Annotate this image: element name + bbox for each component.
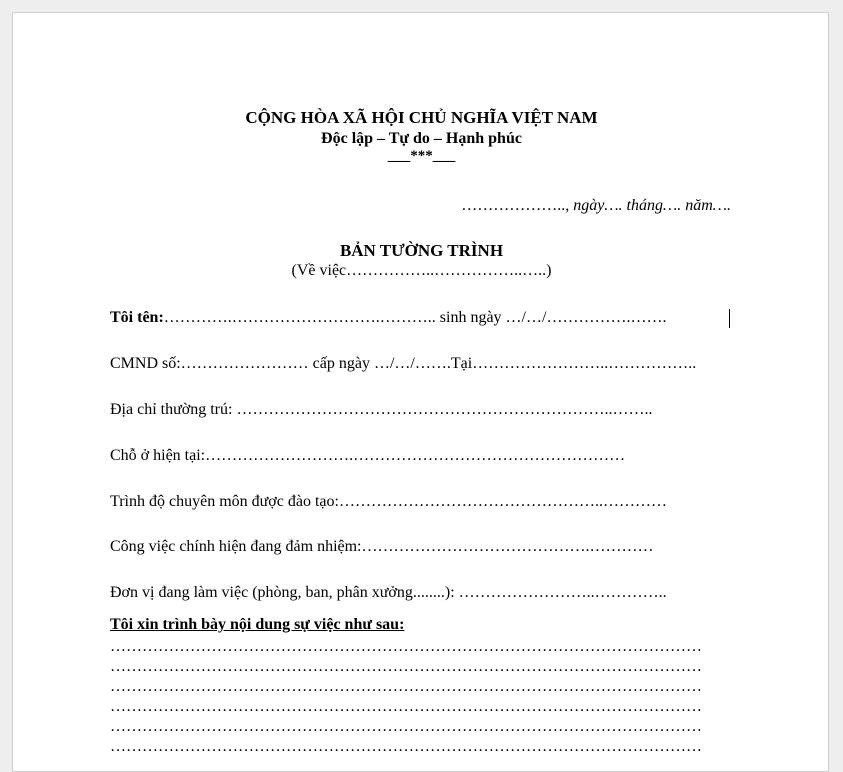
- motto: Độc lập – Tự do – Hạnh phúc: [321, 130, 522, 147]
- statement-heading: Tôi xin trình bày nội dung sự việc như sau:: [110, 616, 405, 633]
- current-residence-line[interactable]: Chỗ ở hiện tại:……………………….……………………………………………: [110, 447, 626, 464]
- content-line[interactable]: …………………………………………………………………………………………………: [110, 698, 702, 715]
- job-line[interactable]: Công việc chính hiện đang đảm nhiệm:…………………………………….…………: [110, 538, 654, 555]
- header-separator: ___***___: [387, 148, 456, 164]
- education-line[interactable]: Trình độ chuyên môn được đào tạo:…………………………………………..…………: [110, 493, 667, 510]
- name-rest: ………….……………………….……….. sinh ngày …/…/…………….…….: [163, 309, 667, 326]
- content-line[interactable]: …………………………………………………………………………………………………: [110, 738, 702, 755]
- document-subject: (Về việc……………..……………..…..): [291, 262, 552, 279]
- date-place: ………………..,: [461, 197, 574, 214]
- text-cursor: [729, 309, 730, 328]
- content-line[interactable]: …………………………………………………………………………………………………: [110, 638, 702, 655]
- id-line[interactable]: CMND số:…………………… cấp ngày …/…/…….Tại……………………..……………..: [110, 355, 697, 372]
- date-line: [461, 197, 731, 215]
- content-line[interactable]: …………………………………………………………………………………………………: [110, 678, 702, 695]
- content-line[interactable]: …………………………………………………………………………………………………: [110, 658, 702, 675]
- work-unit-line[interactable]: Đơn vị đang làm việc (phòng, ban, phân xưởng........): ……………………..…………..: [110, 584, 667, 601]
- date-value: ngày…. tháng…. năm….: [573, 197, 731, 214]
- document-page[interactable]: [12, 12, 829, 772]
- address-line[interactable]: Địa chỉ thường trú: ……………………………………………………………..……..: [110, 401, 653, 418]
- name-line[interactable]: [110, 309, 666, 327]
- document-title: BẢN TƯỜNG TRÌNH: [339, 241, 504, 260]
- content-line[interactable]: …………………………………………………………………………………………………: [110, 718, 702, 735]
- name-label: Tôi tên:: [110, 309, 164, 326]
- nation-title: CỘNG HÒA XÃ HỘI CHỦ NGHĨA VIỆT NAM: [245, 108, 598, 127]
